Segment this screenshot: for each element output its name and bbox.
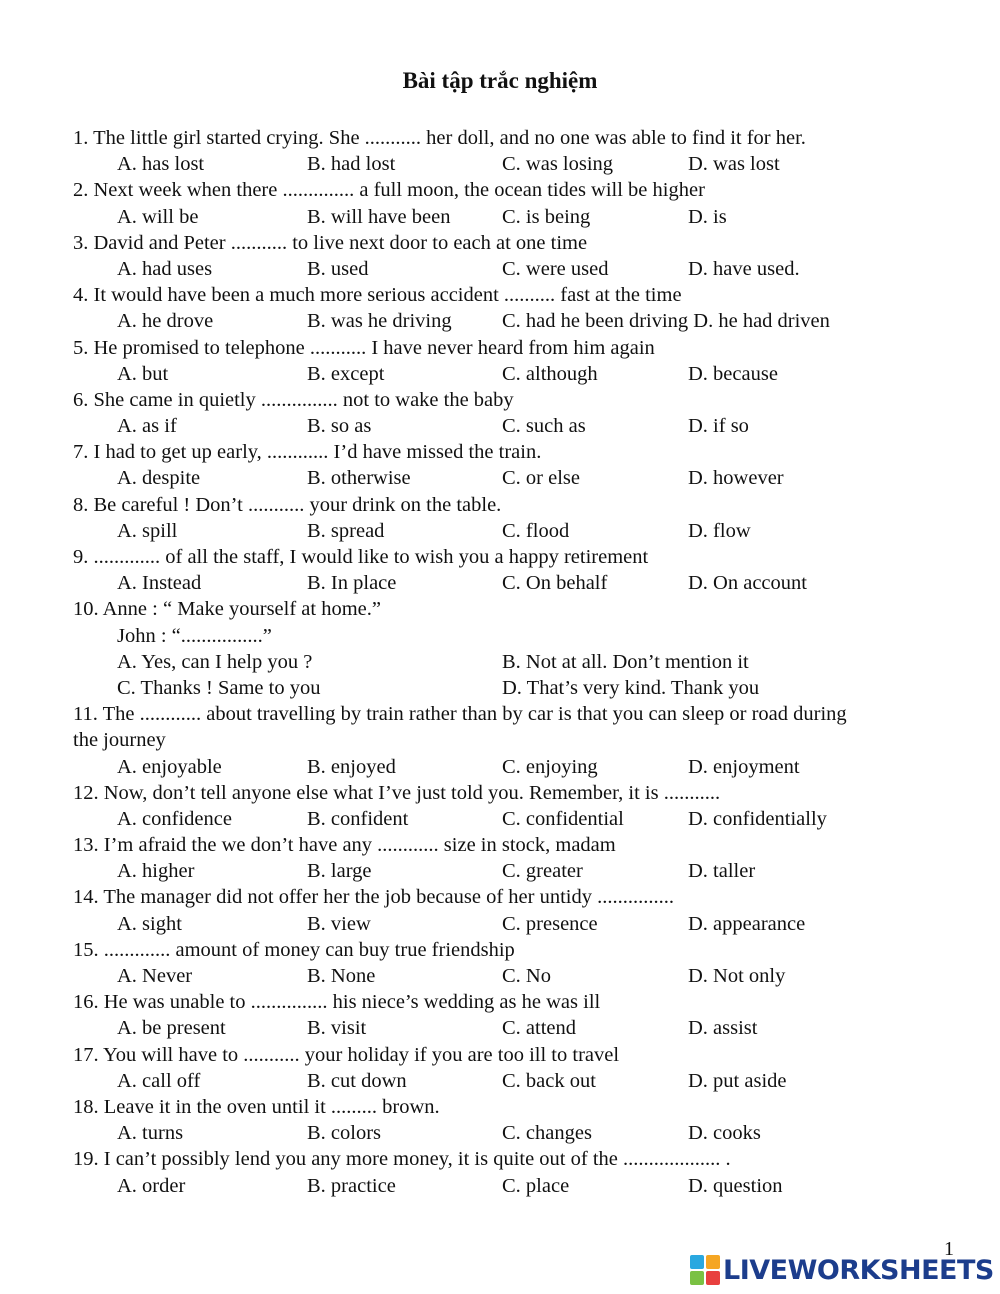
options-row <box>73 911 953 937</box>
answer-option[interactable]: A. Instead <box>117 572 202 595</box>
question-stem: 1. The little girl started crying. She ........... her doll, and no one was able to find it for her. <box>73 127 806 149</box>
answer-option[interactable]: A. despite <box>117 467 201 490</box>
answer-option[interactable]: B. colors <box>307 1122 382 1145</box>
options-row <box>73 518 953 544</box>
question-stem: 18. Leave it in the oven until it ......... brown. <box>73 1095 440 1118</box>
answer-option[interactable]: C. presence <box>502 912 598 935</box>
answer-option[interactable]: D. put aside <box>688 1069 787 1092</box>
options-row <box>73 1120 953 1146</box>
answer-option[interactable]: C. enjoying <box>502 755 598 778</box>
liveworksheets-logo-text: LIVEWORKSHEETS <box>723 1254 994 1286</box>
answer-option[interactable]: D. if so <box>688 415 749 438</box>
question-stem: 3. David and Peter ........... to live next door to each at one time <box>73 231 588 254</box>
answer-option[interactable]: D. taller <box>688 860 756 883</box>
answer-option[interactable]: D. cooks <box>688 1122 761 1145</box>
answer-option[interactable]: D. That’s very kind. Thank you <box>502 676 760 699</box>
answer-option[interactable]: D. question <box>688 1174 783 1197</box>
options-row <box>73 1015 953 1041</box>
answer-option[interactable]: A. had uses <box>117 257 213 280</box>
options-row <box>73 858 953 884</box>
options-row <box>73 570 953 596</box>
answer-option[interactable]: B. except <box>307 362 385 385</box>
question-reply-line: John : “................” <box>117 624 272 647</box>
answer-option[interactable]: B. visit <box>307 1017 367 1040</box>
options-row <box>73 256 953 282</box>
answer-option[interactable]: D. however <box>688 467 784 490</box>
options-row <box>73 806 953 832</box>
answer-option[interactable]: B. had lost <box>307 153 396 176</box>
question-list <box>73 125 953 1199</box>
question-stem: 7. I had to get up early, ............ I’d have missed the train. <box>73 441 542 464</box>
answer-option[interactable]: C. or else <box>502 467 580 490</box>
answer-option[interactable]: B. None <box>307 965 376 987</box>
question-stem-continued: the journey <box>73 729 166 752</box>
answer-option[interactable]: D. appearance <box>688 912 806 935</box>
answer-option[interactable]: B. confident <box>307 807 409 830</box>
answer-option[interactable]: D. On account <box>688 572 807 595</box>
answer-option[interactable]: C. back out <box>502 1069 596 1092</box>
answer-option[interactable]: A. higher <box>117 860 195 883</box>
answer-option[interactable]: C. were used <box>502 257 609 280</box>
answer-option[interactable]: A. confidence <box>117 807 232 830</box>
answer-option[interactable]: D. have used. <box>688 257 800 280</box>
question-stem: 9. ............. of all the staff, I would like to wish you a happy retirement <box>73 546 649 568</box>
answer-option[interactable]: B. enjoyed <box>307 755 396 778</box>
answer-option[interactable]: B. will have been <box>307 205 451 228</box>
answer-option[interactable]: A. as if <box>117 415 177 438</box>
answer-option[interactable]: A. Never <box>117 965 193 987</box>
question-stem: 14. The manager did not offer her the job because of her untidy ............... <box>73 886 674 909</box>
options-row <box>73 465 953 491</box>
answer-option[interactable]: D. confidentially <box>688 807 827 830</box>
options-row <box>73 413 953 439</box>
answer-option[interactable]: A. sight <box>117 912 182 935</box>
answer-option[interactable]: D. is <box>688 205 727 228</box>
liveworksheets-logo-icon <box>690 1255 720 1285</box>
answer-option[interactable]: A. turns <box>117 1122 184 1145</box>
question-stem: 13. I’m afraid the we don’t have any ............ size in stock, madam <box>73 834 616 857</box>
question-stem: 2. Next week when there .............. a full moon, the ocean tides will be higher <box>73 179 705 202</box>
answer-option[interactable]: A. Yes, can I help you ? <box>117 650 313 673</box>
question-stem: 15. ............. amount of money can buy true friendship <box>73 938 515 961</box>
question-stem: 19. I can’t possibly lend you any more money, it is quite out of the ................... . <box>73 1148 731 1171</box>
question-stem: 11. The ............ about travelling by train rather than by car is that you can sleep or road during <box>73 703 847 726</box>
answer-option[interactable]: B. view <box>307 912 371 935</box>
options-row <box>73 361 953 387</box>
answer-option[interactable]: C. place <box>502 1174 570 1197</box>
answer-option[interactable]: B. otherwise <box>307 467 411 490</box>
options-row <box>73 963 953 989</box>
options-row <box>73 754 953 780</box>
options-row <box>73 151 953 177</box>
answer-option[interactable]: D. because <box>688 362 778 385</box>
answer-option[interactable]: C. confidential <box>502 807 624 830</box>
answer-option[interactable]: A. but <box>117 362 169 385</box>
answer-option[interactable]: C. greater <box>502 860 583 883</box>
answer-option[interactable]: B. large <box>307 860 372 883</box>
answer-option[interactable]: D. assist <box>688 1017 758 1040</box>
question-stem: 6. She came in quietly ............... not to wake the baby <box>73 388 514 411</box>
options-row <box>73 649 953 675</box>
answer-option[interactable]: C. attend <box>502 1017 577 1040</box>
answer-option[interactable]: B. so as <box>307 415 372 438</box>
page-title: Bài tập trắc nghiệm <box>402 68 598 93</box>
answer-option[interactable]: C. was losing <box>502 153 614 176</box>
answer-option[interactable]: A. order <box>117 1174 186 1197</box>
question-stem: 4. It would have been a much more serious accident .......... fast at the time <box>73 284 682 307</box>
question-stem: 16. He was unable to ............... his niece’s wedding as he was ill <box>73 991 601 1014</box>
answer-option[interactable]: A. be present <box>117 1017 226 1040</box>
answer-option[interactable]: D. flow <box>688 519 751 542</box>
answer-option[interactable]: A. enjoyable <box>117 755 222 778</box>
answer-option[interactable]: D. enjoyment <box>688 755 800 778</box>
answer-option[interactable]: A. spill <box>117 519 178 542</box>
options-row <box>73 675 953 701</box>
options-row <box>73 204 953 230</box>
options-row <box>73 1068 953 1094</box>
answer-option[interactable]: B. cut down <box>307 1069 407 1092</box>
options-row <box>73 1173 953 1199</box>
question-stem: 17. You will have to ........... your holiday if you are too ill to travel <box>73 1043 620 1066</box>
answer-option[interactable]: B. practice <box>307 1174 396 1197</box>
answer-option[interactable]: A. call off <box>117 1069 201 1092</box>
answer-option[interactable]: D. was lost <box>688 153 780 176</box>
answer-option[interactable]: D. Not only <box>688 965 786 987</box>
answer-option[interactable]: A. will be <box>117 205 199 228</box>
answer-option[interactable]: B. used <box>307 257 369 280</box>
answer-option[interactable]: A. he drove <box>117 310 214 333</box>
question-stem: 5. He promised to telephone ........... I have never heard from him again <box>73 336 655 359</box>
answer-option[interactable]: C. such as <box>502 415 586 438</box>
answer-option[interactable]: C. is being <box>502 205 591 228</box>
answer-option[interactable]: C. Thanks ! Same to you <box>117 676 321 699</box>
question-stem: 10. Anne : “ Make yourself at home.” <box>73 598 381 621</box>
question-stem: 8. Be careful ! Don’t ........... your drink on the table. <box>73 493 502 516</box>
answer-option[interactable]: B. In place <box>307 572 397 595</box>
answer-option[interactable]: C. had he been driving D. he had driven <box>502 310 830 333</box>
question-stem: 12. Now, don’t tell anyone else what I’ve just told you. Remember, it is ........... <box>73 781 721 804</box>
answer-option[interactable]: B. was he driving <box>307 310 452 333</box>
answer-option[interactable]: B. spread <box>307 519 385 542</box>
answer-option[interactable]: C. changes <box>502 1122 592 1145</box>
liveworksheets-logo[interactable] <box>690 1253 994 1287</box>
page-number: 1 <box>944 1238 954 1260</box>
answer-option[interactable]: C. although <box>502 362 598 385</box>
answer-option[interactable]: A. has lost <box>117 153 205 176</box>
options-row <box>73 308 953 334</box>
answer-option[interactable]: B. Not at all. Don’t mention it <box>502 650 749 673</box>
answer-option[interactable]: C. flood <box>502 519 570 542</box>
answer-option[interactable]: C. On behalf <box>502 572 608 595</box>
answer-option[interactable]: C. No <box>502 965 551 987</box>
